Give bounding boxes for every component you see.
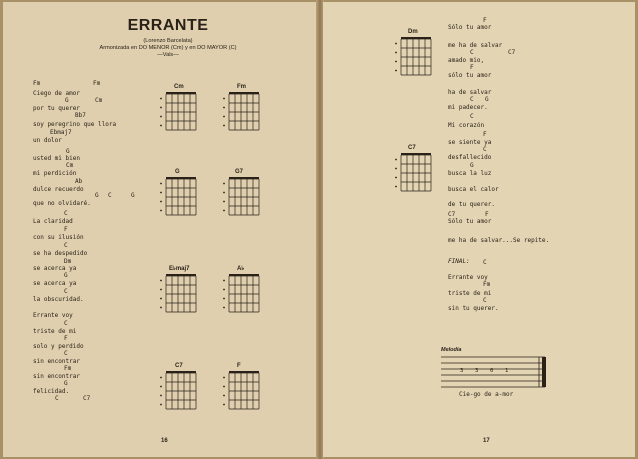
lyric-line: triste de mi [33, 328, 77, 335]
chord: C [64, 320, 68, 327]
melody-tab [441, 355, 553, 393]
chord-diagram-label: G7 [235, 169, 244, 175]
lyric-line: se acerca ya [33, 265, 77, 272]
lyric-line: amado mio, [448, 57, 485, 64]
chord: C7 [83, 395, 91, 402]
tab-note: 0 [490, 368, 494, 374]
lyric-line: busca la luz [448, 170, 492, 177]
lyric-line: solo y perdido [33, 343, 84, 350]
fretboard-grid [158, 175, 200, 223]
chord-diagram-cm [158, 90, 200, 142]
chord-diagram-ebmaj7 [158, 272, 200, 324]
chord: Fm [483, 281, 491, 288]
lyric-line: Ciego de amor [33, 90, 80, 97]
chord: C [470, 96, 474, 103]
chord: G [485, 96, 489, 103]
chord: C [64, 288, 68, 295]
chord-diagram-c7 [393, 151, 435, 203]
lyric-line: La claridad [33, 218, 73, 225]
tab-staff [441, 355, 553, 389]
chord: G [64, 272, 68, 279]
chord: C [64, 210, 68, 217]
lyric-line: me ha de salvar [448, 42, 503, 49]
fretboard-grid [158, 90, 200, 138]
chord: Bb7 [75, 112, 86, 119]
lyric-line: que no olvidaré. [33, 200, 91, 207]
chord: Cm [95, 97, 103, 104]
chord: C [64, 242, 68, 249]
chord: C [470, 113, 474, 120]
chord-diagram-label: E♭maj7 [169, 266, 190, 272]
chord: Fm [93, 80, 101, 87]
lyric-line: soy peregrino que llora [33, 121, 117, 128]
lyric-line: sólo tu amor [448, 72, 492, 79]
lyric-line: desfallecido [448, 154, 492, 161]
chord: C [64, 350, 68, 357]
tab-note: 1 [505, 368, 509, 374]
chord-diagram-label: Cm [174, 84, 184, 90]
fretboard-grid [393, 151, 435, 199]
fretboard-grid [393, 35, 435, 83]
chord-diagram-fm [221, 90, 263, 142]
chord: G [66, 148, 70, 155]
chord: Fm [33, 80, 41, 87]
melody-label: Melodía [441, 347, 462, 353]
chord: F [483, 17, 487, 24]
tab-note: 3 [475, 368, 479, 374]
lyric-line: de tu querer. [448, 201, 495, 208]
composer: (Lorenzo Barcelata) [143, 38, 193, 44]
lyric-line: mi perdición [33, 170, 77, 177]
lyric-line: dulce recuerdo [33, 186, 84, 193]
lyric-line: felicidad. [33, 388, 70, 395]
page-number: 17 [483, 438, 490, 444]
arrangement: Armonizada en DO MENOR (Cm) y en DO MAYOR (C) [99, 45, 237, 51]
lyric-line: Errante voy [33, 312, 73, 319]
chord: Ab [75, 178, 83, 185]
lyric-line: sin encontrar [33, 358, 80, 365]
chord: C [483, 146, 487, 153]
lyric-line: Sólo tu amor [448, 218, 492, 225]
chord: G [64, 380, 68, 387]
chord: F [64, 335, 68, 342]
fretboard-grid [158, 369, 200, 417]
chord-diagram-dm [393, 35, 435, 87]
chord: C [483, 259, 487, 266]
lyric-line: se siente ya [448, 139, 492, 146]
lyric-line: sin encontrar [33, 373, 80, 380]
lyric-line: un dolor [33, 137, 62, 144]
lyric-line: la obscuridad. [33, 296, 84, 303]
chord: Ebmaj7 [50, 129, 72, 136]
chord: Dm [64, 258, 72, 265]
page-number: 16 [161, 438, 168, 444]
lyric-line: se acerca ya [33, 280, 77, 287]
chord: C [470, 49, 474, 56]
chord-diagram-ab [221, 272, 263, 324]
lyric-line: por tu querer [33, 105, 80, 112]
chord: G [131, 192, 135, 199]
chord: C [55, 395, 59, 402]
chord: G [95, 192, 99, 199]
lyric-line: triste de mi [448, 290, 492, 297]
lyric-line: sin tu querer. [448, 305, 499, 312]
chord: Cm [66, 162, 74, 169]
melody-syllables: Cie-go de a-mor [459, 391, 514, 398]
chord: C7 [508, 49, 516, 56]
chord-diagram-label: Dm [408, 29, 418, 35]
lyric-line: me ha de salvar...Se repite. [448, 237, 550, 244]
chord-diagram-f [221, 369, 263, 421]
lyric-line: Mi corazón [448, 122, 485, 129]
chord-diagram-label: F [237, 363, 241, 369]
chord-diagram-g [158, 175, 200, 227]
final-label: FINAL: [448, 258, 470, 265]
lyric-line: con su ilusión [33, 234, 84, 241]
fretboard-grid [221, 369, 263, 417]
left-page [3, 2, 317, 457]
chord: C [483, 297, 487, 304]
chord-diagram-label: C7 [175, 363, 183, 369]
fretboard-grid [221, 272, 263, 320]
chord: G [65, 97, 69, 104]
chord: F [64, 226, 68, 233]
fretboard-grid [221, 90, 263, 138]
lyric-line: usted mi bien [33, 155, 80, 162]
tab-note: 3 [460, 368, 464, 374]
chord: C7 [448, 211, 456, 218]
chord-diagram-label: Fm [237, 84, 246, 90]
lyric-line: se ha despedido [33, 250, 88, 257]
lyric-line: Sólo tu amor [448, 24, 492, 31]
right-page [323, 2, 635, 457]
chord: F [485, 211, 489, 218]
chord: F [483, 131, 487, 138]
chord: C [108, 192, 112, 199]
fretboard-grid [221, 175, 263, 223]
lyric-line: ha de salvar [448, 89, 492, 96]
lyric-line: Errante voy [448, 274, 488, 281]
chord-diagram-label: G [175, 169, 180, 175]
song-title: ERRANTE [127, 17, 209, 34]
fretboard-grid [158, 272, 200, 320]
chord: G [470, 162, 474, 169]
chord-diagram-label: C7 [408, 145, 416, 151]
chord-diagram-c7 [158, 369, 200, 421]
chord: Fm [64, 365, 72, 372]
chord: F [470, 64, 474, 71]
chord-diagram-label: A♭ [237, 266, 245, 272]
lyric-line: busca el calor [448, 186, 499, 193]
chord-diagram-g7 [221, 175, 263, 227]
style-label: —Vals— [157, 52, 179, 58]
lyric-line: mi padecer. [448, 104, 488, 111]
